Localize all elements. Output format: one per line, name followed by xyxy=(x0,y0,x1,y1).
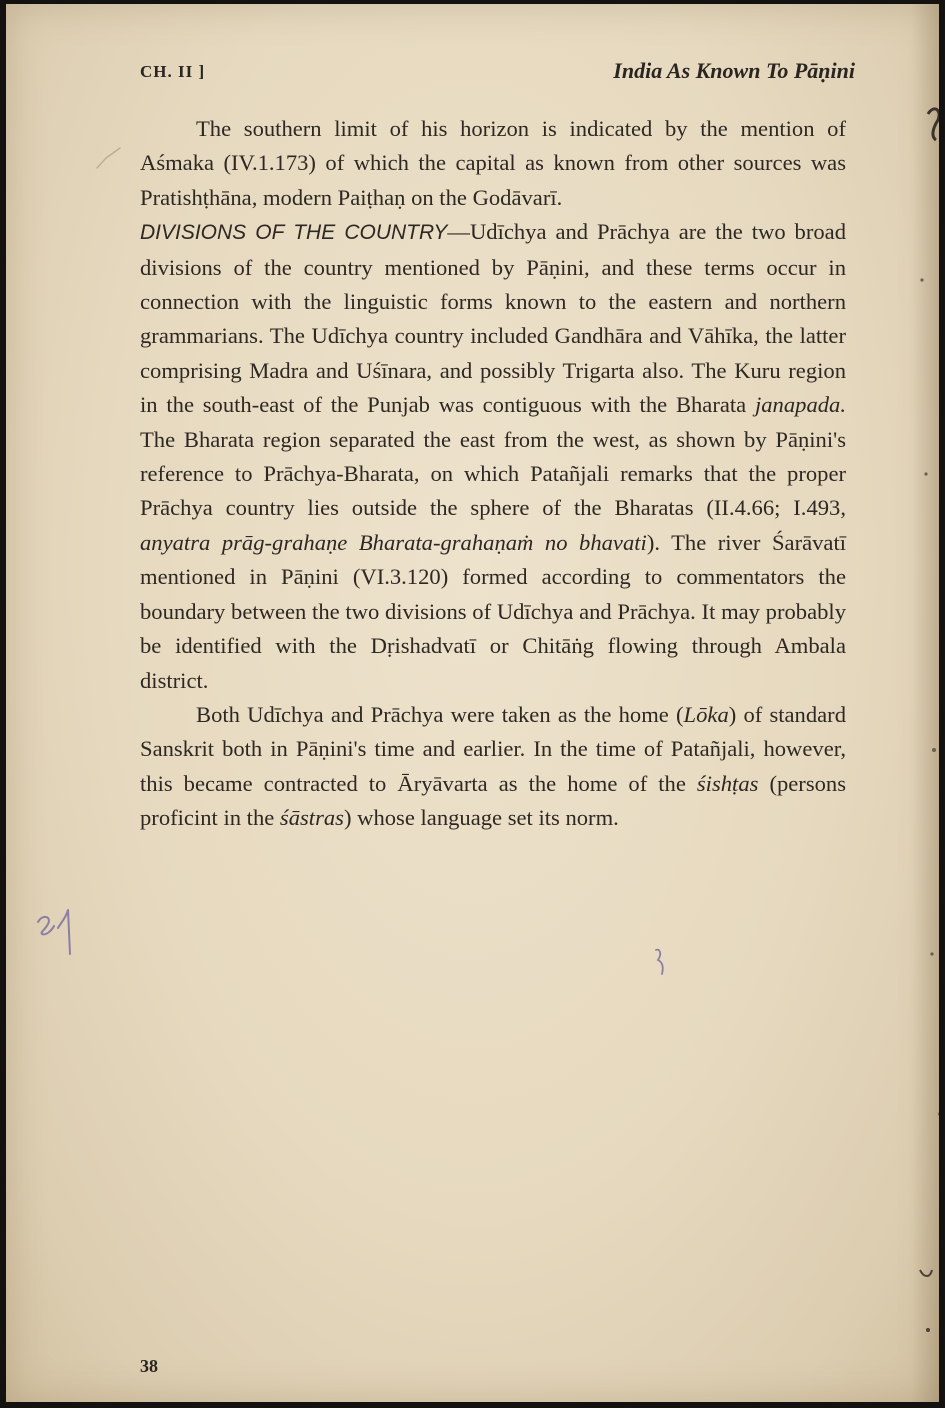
quote-patanjali: anyatra prāg-grahaṇe Bharata-grahaṇaṁ no bhavati xyxy=(140,529,647,555)
running-title: India As Known To Pāṇini xyxy=(613,58,855,83)
divisions-text-1: Udīchya and Prāchya are the two broad divisions of the country mentioned by Pāṇini, and these terms occur in connection with the linguistic forms known to the eastern and northern grammarians. The Udīchya country included Gandhāra and Vāhīka, the latter comprising Madra and Uśīnara, and possibly Trigarta also. The Kuru region in the south-east of the Punjab was contiguous with the Bharata xyxy=(140,219,846,418)
handwritten-margin-note xyxy=(28,902,88,962)
term-janapada: janapada. xyxy=(754,392,846,418)
term-sastras: śāstras xyxy=(279,805,344,831)
divisions-text-3: ). The river Śarāvatī mentioned in Pāṇini (VI.3.120) formed according to commentators the boundary between the two divisions of Udīchya and Prāchya. It may probably be identified with the Dṛishadvatī or Chitāṅg flowing through Ambala district. xyxy=(140,529,847,693)
paragraph-southern-limit: The southern limit of his horizon is indicated by the mention of Aśmaka (IV.1.173) of which the capital as known from other sources was Pratishṭhāna, modern Paiṭhaṇ on the Godāvarī. xyxy=(140,116,846,210)
running-header xyxy=(140,56,855,90)
pencil-tick-mark xyxy=(94,144,124,174)
sanskrit-text-4: ) whose language set its norm. xyxy=(343,805,619,831)
page-edge-specks xyxy=(886,74,939,1374)
term-loka: Lōka xyxy=(683,701,729,727)
book-page xyxy=(6,4,939,1402)
paragraph-standard-sanskrit xyxy=(140,698,846,836)
heading-dash: — xyxy=(447,219,470,245)
divisions-text-2: The Bharata region separated the east from the west, as shown by Pāṇini's reference to Prāchya-Bharata, on which Patañjali remarks that the proper Prāchya country lies outside the sphere of the Bharatas (II.4.66; I.493, xyxy=(140,426,846,521)
body-text xyxy=(140,112,846,836)
sanskrit-text-1: Both Udīchya and Prāchya were taken as the home ( xyxy=(196,701,684,727)
term-sishtas: śishṭas xyxy=(696,770,759,796)
section-heading: DIVISIONS OF THE COUNTRY xyxy=(140,221,448,245)
sanskrit-text-2: ) of standard Sanskrit both in Pāṇini's time and earlier. In the time of Patañjali, however, this became contracted to Āryāvarta as the home of the xyxy=(140,701,846,796)
handwritten-underline-mark xyxy=(646,944,676,976)
chapter-label: CH. II ] xyxy=(140,62,206,81)
paragraph-divisions xyxy=(140,215,846,698)
page-number: 38 xyxy=(140,1356,158,1376)
sanskrit-text-3: (persons proficint in the xyxy=(140,770,846,831)
